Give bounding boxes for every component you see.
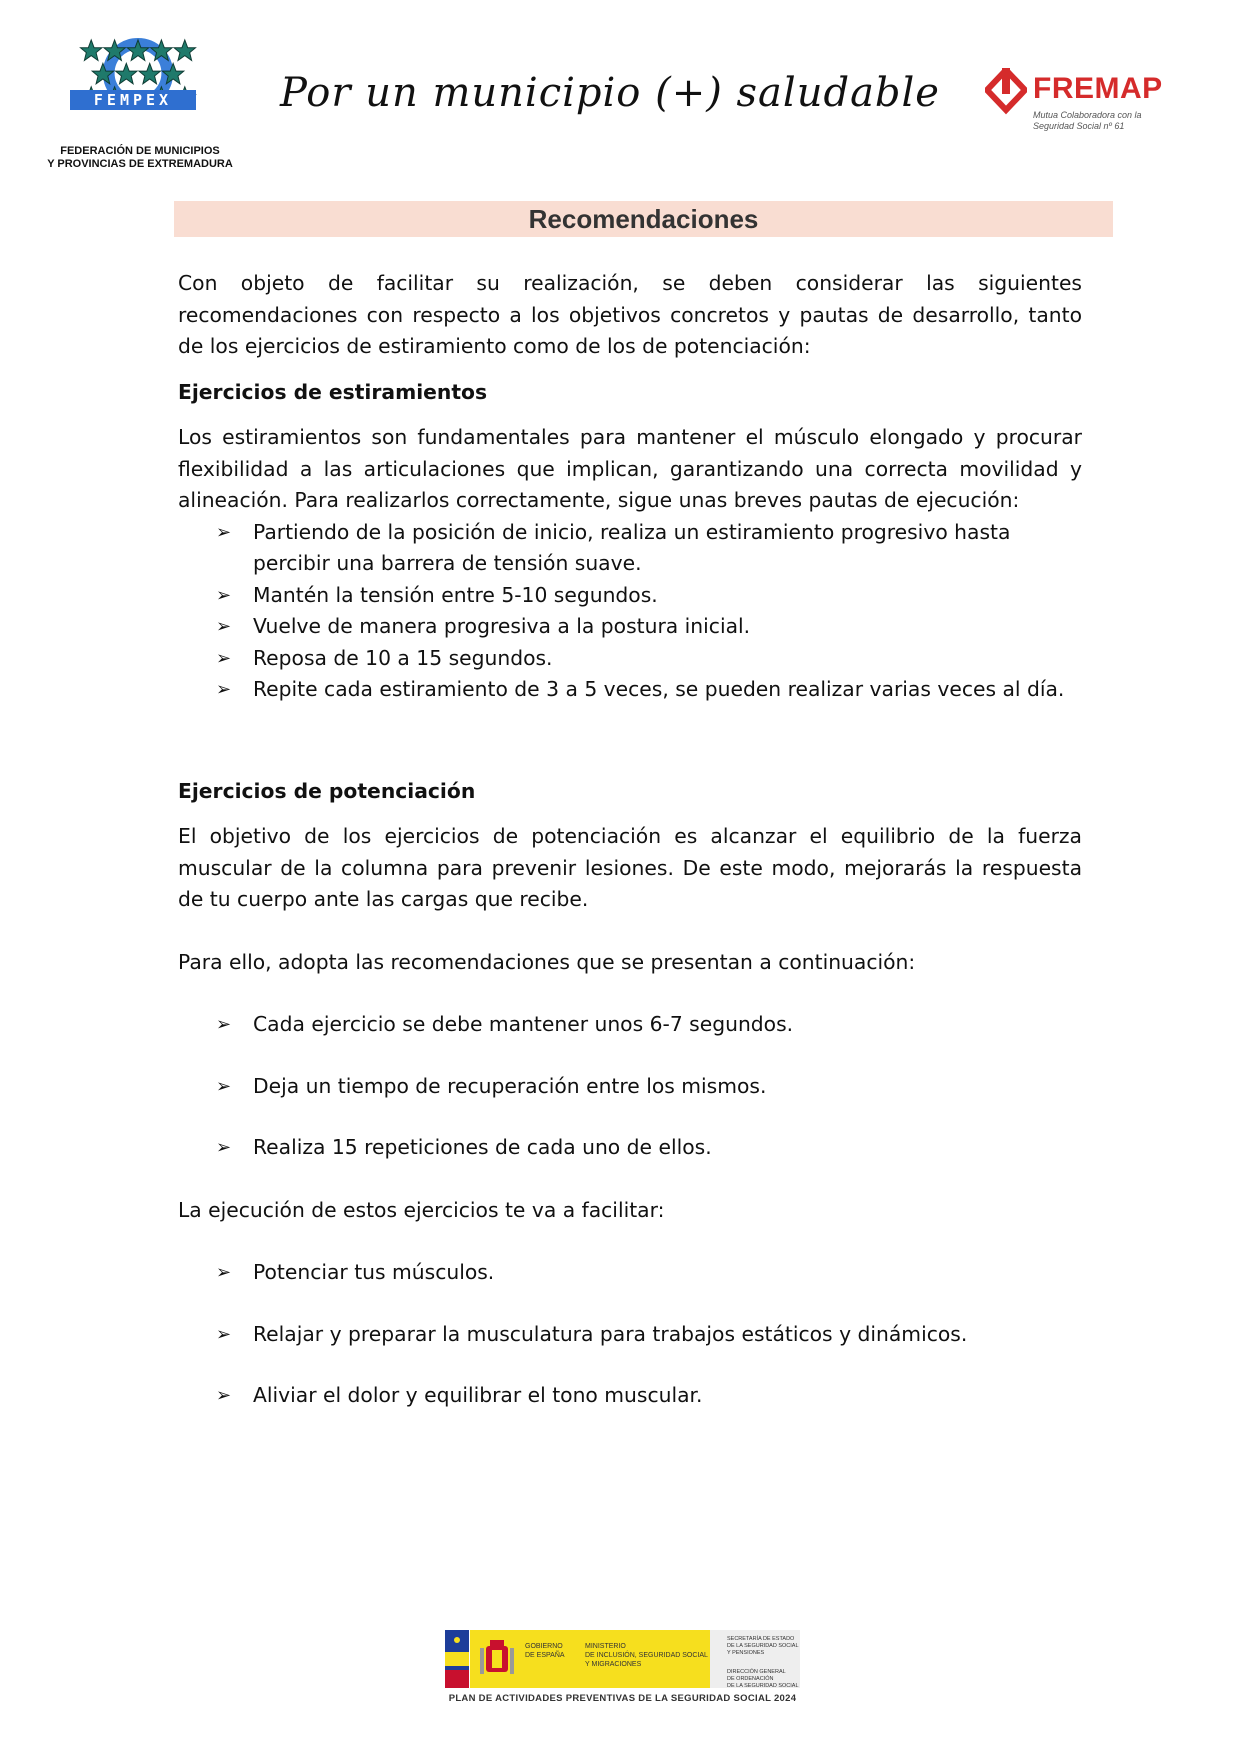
gobierno-text <box>525 1642 565 1660</box>
list-item: ➢ Cada ejercicio se debe mantener unos 6-7 segundos. <box>178 1009 1082 1041</box>
arrow-bullet-icon: ➢ <box>216 1323 232 1345</box>
list-item: ➢ Relajar y preparar la musculatura para trabajos estáticos y dinámicos. <box>178 1319 1082 1351</box>
list-item: ➢ Potenciar tus músculos. <box>178 1257 1082 1289</box>
arrow-bullet-icon: ➢ <box>216 1014 232 1035</box>
list-item: ➢ Reposa de 10 a 15 segundos. <box>178 643 1082 675</box>
fempex-acronym: FEMPEX <box>93 91 173 109</box>
arrow-bullet-icon: ➢ <box>216 1262 232 1283</box>
benefits-list <box>178 1257 1082 1412</box>
ministry-line2: DE INCLUSIÓN, SEGURIDAD SOCIAL <box>585 1652 708 1659</box>
fremap-subtitle <box>1033 110 1142 132</box>
ministry-line1: MINISTERIO <box>585 1643 626 1650</box>
ministry-line3: Y MIGRACIONES <box>585 1661 642 1668</box>
dir-line2: DE ORDENACIÓN <box>727 1676 774 1682</box>
document-body <box>178 268 1082 1412</box>
org-name-line1: FEDERACIÓN DE MUNICIPIOS <box>60 145 220 157</box>
arrow-bullet-icon: ➢ <box>216 616 232 637</box>
arrow-bullet-icon: ➢ <box>216 679 232 700</box>
stretch-heading: Ejercicios de estiramientos <box>178 379 488 404</box>
page-header-title: Por un municipio (+) saludable <box>280 70 940 116</box>
dir-line3: DE LA SEGURIDAD SOCIAL <box>727 1683 799 1689</box>
stretch-list <box>178 517 1082 706</box>
sec-line3: Y PENSIONES <box>727 1650 765 1656</box>
fremap-sub-line2: Seguridad Social nº 61 <box>1033 121 1125 131</box>
section-title-bar <box>174 201 1113 237</box>
fremap-sub-line1: Mutua Colaboradora con la <box>1033 110 1142 120</box>
strength-heading: Ejercicios de potenciación <box>178 778 476 803</box>
list-item: ➢ Deja un tiempo de recuperación entre los mismos. <box>178 1071 1082 1103</box>
org-name-line2: Y PROVINCIAS DE EXTREMADURA <box>47 158 233 170</box>
arrow-bullet-icon: ➢ <box>216 1075 232 1097</box>
dir-line1: DIRECCIÓN GENERAL <box>727 1669 786 1675</box>
list-item: ➢ Mantén la tensión entre 5-10 segundos. <box>178 580 1082 612</box>
arrow-bullet-icon: ➢ <box>216 584 232 606</box>
sec-line2: DE LA SEGURIDAD SOCIAL <box>727 1643 799 1649</box>
fremap-logo-icon <box>985 68 1027 116</box>
sec-line1: SECRETARÍA DE ESTADO <box>727 1636 795 1642</box>
gov-line2: DE ESPAÑA <box>525 1652 565 1659</box>
fremap-logo-text: FREMAP <box>1033 72 1163 105</box>
footer-plan-title: PLAN DE ACTIVIDADES PREVENTIVAS DE LA SEGURIDAD SOCIAL 2024 <box>448 1693 797 1704</box>
fempex-logo-word <box>70 90 196 110</box>
gov-line1: GOBIERNO <box>525 1643 563 1650</box>
intro-paragraph: Con objeto de facilitar su realización, se deben considerar las siguientes recomendaciones con respecto a los objetivos concretos y pautas de desarrollo, tanto de los ejercicios de estiramiento como de los de potenciación: <box>178 271 1082 358</box>
section-title: Recomendaciones <box>528 203 759 234</box>
ministry-text <box>585 1642 708 1669</box>
list-item: ➢ Aliviar el dolor y equilibrar el tono muscular. <box>178 1380 1082 1412</box>
stretch-paragraph: Los estiramientos son fundamentales para mantener el músculo elongado y procurar flexibilidad a las articulaciones que implican, garantizando una correcta movilidad y alineación. Para realizarlos correctamente, sigue unas breves pautas de ejecución: <box>178 425 1082 512</box>
coat-of-arms-icon <box>478 1640 516 1680</box>
arrow-bullet-icon: ➢ <box>216 647 232 669</box>
list-item: ➢ Repite cada estiramiento de 3 a 5 veces, se pueden realizar varias veces al día. <box>178 674 1082 706</box>
list-item: ➢ Partiendo de la posición de inicio, realiza un estiramiento progresivo hasta percibir una barrera de tensión suave. <box>178 517 1082 580</box>
strength-paragraph-3: La ejecución de estos ejercicios te va a facilitar: <box>178 1197 665 1222</box>
arrow-bullet-icon: ➢ <box>216 1137 232 1158</box>
secretariat-text <box>727 1636 799 1690</box>
list-item: ➢ Vuelve de manera progresiva a la postura inicial. <box>178 611 1082 643</box>
strength-paragraph: El objetivo de los ejercicios de potenciación es alcanzar el equilibrio de la fuerza muscular de la columna para prevenir lesiones. De este modo, mejorarás la respuesta de tu cuerpo ante las cargas que recibe. <box>178 824 1082 911</box>
list-item: ➢ Realiza 15 repeticiones de cada uno de ellos. <box>178 1132 1082 1164</box>
eu-flag-icon <box>445 1630 469 1688</box>
strength-list <box>178 1009 1082 1164</box>
arrow-bullet-icon: ➢ <box>216 1385 232 1406</box>
strength-paragraph-2: Para ello, adopta las recomendaciones que se presentan a continuación: <box>178 949 916 974</box>
fempex-organization-name <box>40 145 240 171</box>
arrow-bullet-icon: ➢ <box>216 521 232 543</box>
